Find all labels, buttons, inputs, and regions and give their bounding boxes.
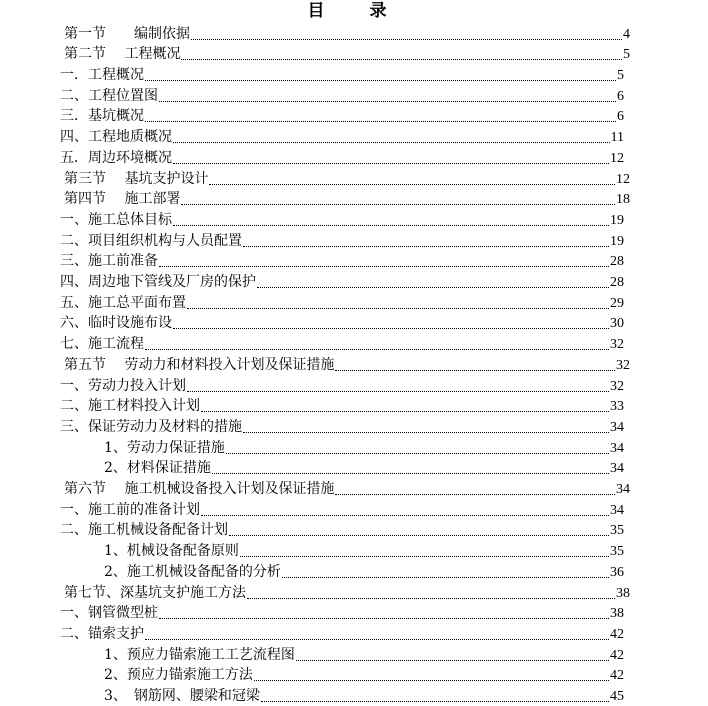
toc-entry[interactable] [60,374,624,395]
toc-entry-title: 1、劳动力保证措施 [104,439,225,456]
toc-entry-title: 3、 钢筋网、腰梁和冠梁 [104,688,260,705]
toc-title: 目 录 [307,1,401,21]
toc-entry[interactable] [60,208,624,229]
dot-leader [335,370,615,371]
toc-entry[interactable] [104,457,624,478]
toc-entry-title: 三、施工前准备 [60,253,158,270]
toc-entry[interactable] [60,415,624,436]
toc-page-number: 18 [616,192,630,208]
toc-entry[interactable] [64,22,630,43]
dot-leader [159,266,609,267]
dot-leader [187,391,609,392]
dot-leader [209,184,615,185]
dot-leader [145,639,609,640]
toc-entry-title: 第五节 劳动力和材料投入计划及保证措施 [64,356,335,373]
toc-entry-title: 七、施工流程 [60,336,144,353]
toc-entry-title: 四、周边地下管线及厂房的保护 [60,274,256,291]
toc-entry-title: 五、施工总平面布置 [60,294,186,311]
dot-leader [159,101,616,102]
toc-page-number: 42 [610,647,624,663]
dot-leader [226,453,609,454]
toc-entry[interactable] [60,519,624,540]
toc-entry[interactable] [60,498,624,519]
toc-entry[interactable] [60,333,624,354]
toc-page-number: 28 [610,275,624,291]
toc-entry[interactable] [60,105,624,126]
toc-entry[interactable] [60,146,624,167]
toc-entry[interactable] [60,229,624,250]
toc-page-number: 34 [610,502,624,518]
toc-page-number: 11 [610,130,624,146]
dot-leader [181,59,622,60]
toc-entry-title: 1、预应力锚索施工工艺流程图 [104,646,295,663]
dot-leader [243,432,609,433]
dot-leader [240,556,609,557]
dot-leader [201,411,609,412]
dot-leader [282,577,609,578]
toc-entry-title: 2、施工机械设备配备的分析 [104,563,281,580]
dot-leader [181,204,615,205]
toc-entry-title: 第一节 编制依据 [64,25,190,42]
dot-leader [296,660,609,661]
toc-entry-title: 第六节 施工机械设备投入计划及保证措施 [64,481,335,498]
dot-leader [335,494,615,495]
toc-entry[interactable] [104,684,624,705]
dot-leader [145,121,616,122]
dot-leader [254,680,609,681]
toc-entry-title: 三、保证劳动力及材料的措施 [60,418,242,435]
toc-entry-title: 第三节 基坑支护设计 [64,170,209,187]
toc-entry-title: 一、施工前的准备计划 [60,501,200,518]
dot-leader [173,328,609,329]
dot-leader [257,287,609,288]
toc-entry[interactable] [60,291,624,312]
toc-page-number: 4 [623,26,630,42]
toc-entry-title: 二、工程位置图 [60,87,158,104]
toc-page-number: 6 [617,88,624,104]
toc-entry-title: 一．工程概况 [60,67,144,84]
toc-page-number: 35 [610,544,624,560]
toc-page-number: 28 [610,254,624,270]
toc-page-number: 34 [610,440,624,456]
toc-entry-title: 2、预应力锚索施工方法 [104,667,253,684]
toc-entry-title: 二、施工材料投入计划 [60,398,200,415]
toc-entry[interactable] [60,395,624,416]
toc-entry[interactable] [104,643,624,664]
toc-entry-title: 第七节、深基坑支护施工方法 [64,584,246,601]
toc-page-number: 38 [610,606,624,622]
toc-entry-title: 1、机械设备配备原则 [104,543,239,560]
toc-page-number: 12 [616,171,630,187]
toc-page-number: 34 [610,461,624,477]
toc-entry-title: 五．周边环境概况 [60,149,172,166]
toc-entry[interactable] [104,560,624,581]
toc-page-number: 6 [617,109,624,125]
toc-page-number: 36 [610,564,624,580]
toc-page-number: 42 [610,626,624,642]
toc-entry-title: 三．基坑概况 [60,108,144,125]
toc-entry-title: 六、临时设施布设 [60,315,172,332]
toc-entry-title: 二、锚索支护 [60,625,144,642]
toc-entry-title: 二、施工机械设备配备计划 [60,522,228,539]
toc-entry[interactable] [60,270,624,291]
toc-page-number: 45 [610,689,624,705]
toc-page-number: 12 [610,150,624,166]
dot-leader [145,349,609,350]
dot-leader [173,142,610,143]
toc-entry[interactable] [64,167,630,188]
dot-leader [173,163,609,164]
toc-page-number: 29 [610,295,624,311]
toc-entry[interactable] [64,188,630,209]
toc-page-number: 19 [610,212,624,228]
toc-page-number: 35 [610,523,624,539]
toc-page-number: 38 [616,585,630,601]
dot-leader [191,39,622,40]
toc-entry[interactable] [60,312,624,333]
toc-entry[interactable] [64,43,630,64]
dot-leader [212,473,609,474]
toc-entry[interactable] [104,540,624,561]
toc-page-number: 32 [610,337,624,353]
toc-entry-title: 2、材料保证措施 [104,460,211,477]
toc-entry-title: 四、工程地质概况 [60,129,172,146]
toc-entry[interactable] [60,84,624,105]
toc-entry[interactable] [60,250,624,271]
dot-leader [247,598,615,599]
dot-leader [201,515,609,516]
dot-leader [229,535,609,536]
toc-page-number: 34 [616,482,630,498]
dot-leader [159,618,609,619]
toc-entry[interactable] [60,63,624,84]
dot-leader [187,308,609,309]
toc-page-number: 5 [623,47,630,63]
toc-entry-title: 一、钢管微型桩 [60,605,158,622]
toc-entry-title: 一、施工总体目标 [60,211,172,228]
toc-page-number: 32 [610,378,624,394]
toc-entry[interactable] [60,622,624,643]
toc-entry[interactable] [64,581,630,602]
toc-page-number: 19 [610,233,624,249]
toc-entry[interactable] [104,436,624,457]
toc-page-number: 5 [617,68,624,84]
toc-page-number: 34 [610,419,624,435]
toc-entry-title: 第四节 施工部署 [64,191,181,208]
dot-leader [173,225,609,226]
toc-entry[interactable] [60,602,624,623]
toc-page-number: 42 [610,668,624,684]
toc-page-number: 32 [616,357,630,373]
toc-page-number: 33 [610,399,624,415]
dot-leader [261,701,609,702]
toc-entry-title: 第二节 工程概况 [64,46,181,63]
toc-page-number: 30 [610,316,624,332]
toc-entry-title: 一、劳动力投入计划 [60,377,186,394]
toc-entry[interactable] [104,664,624,685]
dot-leader [243,246,609,247]
toc-entry[interactable] [60,126,624,147]
toc-entry[interactable] [64,353,630,374]
toc-entry-title: 二、项目组织机构与人员配置 [60,232,242,249]
dot-leader [145,80,616,81]
toc-entry[interactable] [64,477,630,498]
